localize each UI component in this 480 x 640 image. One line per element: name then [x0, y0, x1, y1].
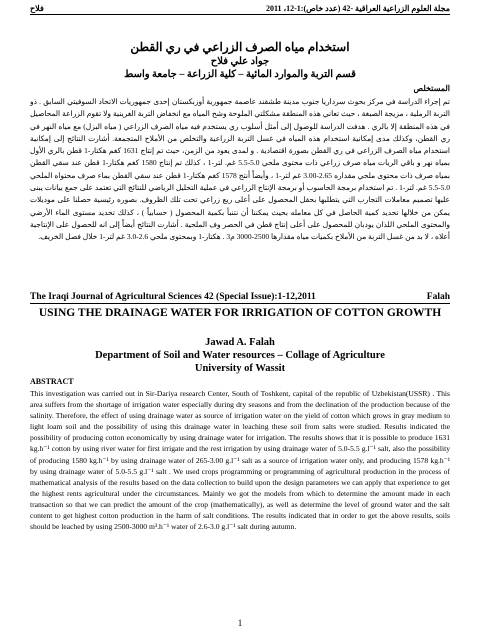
arabic-title: استخدام مياه الصرف الزراعي في ري القطن: [130, 40, 350, 54]
arabic-abstract-body: تم إجراء الدراسة في مركز بحوث سرداريا جنوب مدينة طشقند عاصمة جمهورية أوزبكستان إحدى جمهوريات الاتحاد السوفيتي السابق . ذو التربة الرملية ، مزيجة الصبغة ، حيث تعاني هذه المنطقة مشكلتي الملوحة وشح المياه مع انخفاض التربة الغرينية ولا تقوم الزراعة المحاصيل في هذه المنطقة إلا بالري . هدفت الدراسة للوصول إلى أمثل أسلوب ري يستخدم فيه مياه الصرف الزراعي ( مياه البزل) مع مياه النهر في ري القطن، وكذلك مدى إمكانية استخدام هذه المياه في غسل التربة الزراعية والتخلص من الأملاح المتجمعة. أشارت النتائج إلى إمكانية استخدام مياه الصرف الزراعي في ري القطن بصورة اقتصادية . و لمدى يعود من الزمن، حيث تم إنتاج 1631 كغم هكتار-1 قطن بالري الأول بمياه نهر و باقي الريات مياه صرف زراعي ذات محتوى ملحي 5.0-5.5 غم. لتر-1 ، كذلك تم إنتاج 1580 كغم هكتار-1 قطن عند سقي القطن بمياه صرف ذات محتوى ملحي مقداره 2.65-3.00 غم لتر-1 ، وأيضاً أنتج 1578 كغم هكتار-1 قطن عند سقي القطن بماء صرف محتواه الملحي 5.0-5.5 غم. لتر-1 . تم استخدام برمجة الحاسوب أو برمجة الإنتاج الزراعي في عملية التحليل الرياضي للنتائج التي تعتمد على جمع بيانات يبنى عليها تصميم معاملات التجارب التي يتطلبها بحقل المحصول على أعلى ريع زراعي تحت تلك الظروف. بصوره رئيسية حصلنا على موديلات يمكن من خلالها تحديد كمية الحاصل في كل معامله بحيث يمكننا أن نتنبأ بكمية المحصول ( حسابياً ) ، كذلك تحديد مستوى الماء الأرضي والمحتوى الملحي اللذان يودبان للمحصول على أعلى إنتاج قطن في الحصر وف الملحية . أشارت النتائج أيضاً إلى انه للحصول على الإنتاجية أعلاه ، لا بد من غسل التربة من الأملاح بكميات مياه مقدارها 2500-3000 م3 . هكتار-1 وبمحتوى ملحي 2.6-3.0 غم لتر-1 خلال فصل الخريف.: [30, 97, 450, 242]
english-department: Department of Soil and Water resources – Collage of Agriculture: [95, 350, 385, 361]
arabic-abstract-heading: المستخلص: [413, 84, 450, 93]
arabic-header-journal: مجلة العلوم الزراعية العراقية -42 (عدد خاص):1-12، 2011: [265, 4, 450, 13]
arabic-running-header: [30, 4, 450, 15]
english-abstract-heading: ABSTRACT: [30, 377, 74, 386]
english-university: University of Wassit: [194, 363, 286, 374]
english-running-header: [30, 292, 450, 304]
english-abstract-body: This investigation was carried out in Sir-Dariya research Center, South of Toshkent, capital of the republic of Uzbekistan(USSR) . This area suffers from the shortage of irrigation water especially during dry seasons and from the declination of the production because of the salinity. Therefore, the effect of using drainage water as source of irrigation water on the yield of cotton which grows in gray medium to light loam soil and the possibility of using this drainage water in leaching these soil from salts were studied. Results indicated the possibility of producing cotton economically by using drainage water for irrigation. The results shows that it is possible to produce 1631 kg.h⁻¹ cotton by using river water for first irrigate and the rest irrigation by using drainage water of 5.0-5.5 g.l⁻¹ salt, also the possibility of producing 1580 kg.h⁻¹ by using drainage water of 265-3.00 g.l⁻¹ salt as a source of irrigation water only, and producing 1578 kg.h⁻¹ by using drainage water of 5.0-5.5 g.l⁻¹ salt . We used crops programming or programming of agricultural production in the process of mathematical analysis of the results based on the data collection to build upon the design parameters we can apply that experience to get the highest rents agricultural under the circumstances. Mainly we got the models from which to determine the amount made in each transaction so that we can predict the amount of the crop (mathematically), as well as determine the level of ground water and the salt content to get highest cotton production in the harm of salt conditions. The results indicated that in order to get the above results, soils should be leached by using 2500-3000 m³.h⁻¹ water of 2.6-3.0 g.l⁻¹ salt during autumn.: [30, 389, 450, 532]
page-number: 1: [237, 618, 243, 628]
arabic-author: جواد علي فلاح: [210, 56, 270, 67]
arabic-affiliation: قسم التربة والموارد المائية – كلية الزراعة – جامعة واسط: [124, 69, 356, 80]
arabic-header-author: فلاح: [30, 4, 44, 13]
english-title: USING THE DRAINAGE WATER FOR IRRIGATION OF COTTON GROWTH: [38, 307, 442, 319]
english-header-author: Falah: [426, 292, 450, 302]
english-header-journal: The Iraqi Journal of Agricultural Sciences 42 (Special Issue):1-12,2011: [30, 292, 316, 302]
english-author: Jawad A. Falah: [205, 337, 275, 348]
